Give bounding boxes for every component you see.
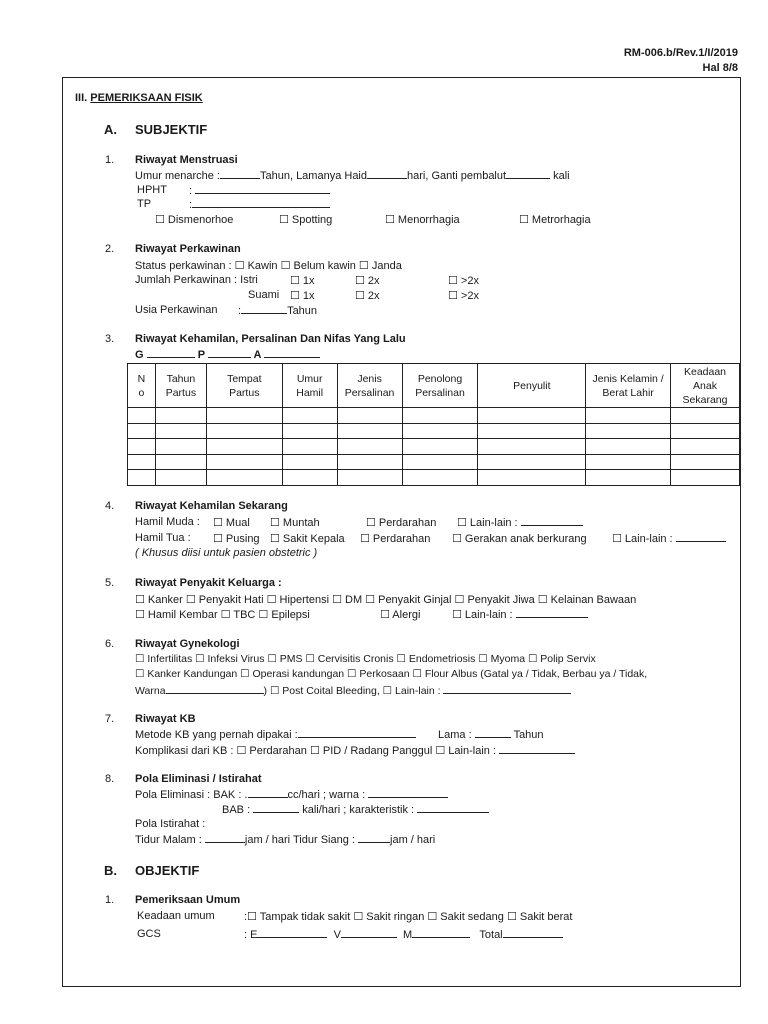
tidur-malam-field[interactable] [205, 833, 245, 843]
menstruasi-title: Riwayat Menstruasi [135, 154, 238, 166]
lama-label: Lama : [438, 729, 472, 741]
penyakit-keluarga-title: Riwayat Penyakit Keluarga : [135, 577, 282, 589]
keadaan-umum-label: Keadaan umum [137, 910, 215, 922]
suami-2x[interactable]: ☐ 2x [355, 290, 380, 302]
objektif-title: OBJEKTIF [135, 863, 200, 878]
opt-lainlain-tua[interactable] [612, 532, 726, 545]
item-number: 8. [105, 773, 115, 785]
usia-colon: : [238, 305, 242, 317]
penyakit-keluarga-row1[interactable]: ☐ Kanker ☐ Penyakit Hati ☐ Hipertensi ☐ DM ☐ Penyakit Ginjal ☐ Penyakit Jiwa ☐ Kelainan Bawaan [135, 594, 637, 606]
opt-perdarahan-muda[interactable]: ☐ Perdarahan [366, 517, 437, 529]
opt-pusing[interactable]: ☐ Pusing [213, 533, 260, 545]
perkawinan-title: Riwayat Perkawinan [135, 243, 241, 255]
g-field[interactable] [147, 348, 195, 358]
col-penyulit: Penyulit [478, 364, 586, 408]
bak-warna-field[interactable] [368, 788, 448, 798]
opt-mual[interactable]: ☐ Mual [213, 517, 250, 529]
komplikasi-kb-label: Komplikasi dari KB : ☐ Perdarahan ☐ PID / Radang Panggul ☐ Lain-lain : [135, 745, 496, 757]
section-title: PEMERIKSAAN FISIK [90, 92, 203, 104]
item-number: 2. [105, 243, 115, 255]
kb-title: Riwayat KB [135, 713, 196, 725]
hamil-tua-label: Hamil Tua : [135, 532, 191, 544]
opt-alergi[interactable]: ☐ Alergi [380, 609, 421, 621]
col-tahun-partus: Tahun Partus [155, 364, 206, 408]
opt-lainlain-keluarga[interactable] [452, 608, 588, 621]
tp-label: TP [137, 198, 152, 210]
bak-line [135, 788, 448, 801]
eliminasi-title: Pola Eliminasi / Istirahat [135, 773, 262, 785]
a-field[interactable] [264, 348, 320, 358]
lama-field[interactable] [475, 728, 511, 738]
table-row [128, 439, 740, 455]
kehamilan-lalu-title: Riwayat Kehamilan, Persalinan Dan Nifas Yang Lalu [135, 333, 406, 345]
gcs-m-field[interactable] [412, 928, 470, 938]
usia-tahun: Tahun [287, 305, 318, 317]
page-number: Hal 8/8 [702, 62, 738, 74]
hpht-field[interactable] [195, 184, 330, 194]
section-number: III. [75, 92, 88, 104]
metode-kb-label: Metode KB yang pernah dipakai : [135, 729, 298, 741]
table-header-row [128, 364, 740, 408]
menarche-line [135, 169, 570, 182]
gcs-m-label: M [403, 929, 413, 941]
gcs-total-field[interactable] [503, 928, 563, 938]
status-perkawinan[interactable]: Status perkawinan : ☐ Kawin ☐ Belum kawin ☐ Janda [135, 260, 402, 272]
lainlain-muda-label: ☐ Lain-lain : [457, 517, 518, 529]
opt-perdarahan-tua[interactable]: ☐ Perdarahan [360, 533, 431, 545]
gynekologi-row1[interactable]: ☐ Infertilitas ☐ Infeksi Virus ☐ PMS ☐ Cervisitis Cronis ☐ Endometriosis ☐ Myoma ☐ Polip Servix [135, 653, 596, 665]
bab-field[interactable] [253, 803, 299, 813]
item-number: 1. [105, 894, 115, 906]
subjektif-title: SUBJEKTIF [135, 122, 208, 137]
objektif-letter: B. [104, 863, 117, 878]
warna-label: Warna [135, 685, 166, 697]
lama-kb-line [438, 728, 544, 741]
gpa-line [135, 348, 320, 361]
col-tempat-partus: Tempat Partus [206, 364, 282, 408]
opt-muntah[interactable]: ☐ Muntah [270, 517, 320, 529]
opt-spotting[interactable]: ☐ Spotting [279, 214, 333, 226]
p-label: P [197, 349, 205, 361]
table-row [128, 408, 740, 424]
bak-field[interactable] [248, 788, 288, 798]
usia-field[interactable] [241, 304, 287, 314]
lainlain-tua-field[interactable] [676, 532, 726, 542]
gcs-label: GCS [137, 928, 161, 940]
opt-lainlain-muda[interactable] [457, 516, 583, 529]
keadaan-umum-options[interactable]: :☐ Tampak tidak sakit ☐ Sakit ringan ☐ Sakit sedang ☐ Sakit berat [244, 911, 573, 923]
haid-label: Tahun, Lamanya Haid [259, 170, 367, 182]
item-number: 6. [105, 638, 115, 650]
col-jenis-kelamin: Jenis Kelamin / Berat Lahir [586, 364, 671, 408]
tidur-siang-label: jam / hari Tidur Siang : [244, 834, 355, 846]
table-row [128, 454, 740, 470]
opt-gerakan-anak[interactable]: ☐ Gerakan anak berkurang [452, 533, 587, 545]
suami-label: Suami [248, 289, 280, 301]
bak-warna-label: cc/hari ; warna : [287, 789, 366, 801]
gynekologi-title: Riwayat Gynekologi [135, 638, 240, 650]
col-jenis-persalinan: Jenis Persalinan [337, 364, 402, 408]
opt-menorrhagia[interactable]: ☐ Menorrhagia [385, 214, 460, 226]
lainlain-keluarga-label: ☐ Lain-lain : [452, 609, 513, 621]
kehamilan-sekarang-title: Riwayat Kehamilan Sekarang [135, 500, 288, 512]
lainlain-tua-label: ☐ Lain-lain : [612, 533, 673, 545]
hpht-colon: : [189, 185, 193, 197]
jumlah-perkawinan-label: Jumlah Perkawinan : Istri [135, 274, 258, 286]
item-number: 1. [105, 154, 115, 166]
gcs-v-label: V [333, 929, 341, 941]
menarche-label: Umur menarche : [135, 170, 220, 182]
usia-perkawinan-line [238, 304, 317, 317]
col-umur-hamil: Umur Hamil [282, 364, 337, 408]
komplikasi-kb-line[interactable] [135, 744, 575, 757]
g-label: G [135, 349, 144, 361]
tidur-malam-label: Tidur Malam : [135, 834, 202, 846]
obstetric-note: ( Khusus diisi untuk pasien obstetric ) [135, 547, 318, 559]
table-row [128, 423, 740, 439]
warna-field[interactable] [166, 684, 264, 694]
gcs-e-label: : E [244, 929, 258, 941]
tp-colon: : [189, 199, 193, 211]
haid-field[interactable] [367, 169, 407, 179]
suami-1x[interactable]: ☐ 1x [290, 290, 315, 302]
subjektif-letter: A. [104, 122, 117, 137]
item-number: 3. [105, 333, 115, 345]
col-penolong-persalinan: Penolong Persalinan [402, 364, 478, 408]
lainlain-keluarga-field[interactable] [516, 608, 588, 618]
tp-field[interactable] [192, 198, 330, 208]
menarche-field[interactable] [220, 169, 260, 179]
bab-line [222, 803, 489, 816]
bak-label: Pola Eliminasi : BAK : . [135, 789, 248, 801]
hpht-label: HPHT [137, 184, 167, 196]
usia-perkawinan-label: Usia Perkawinan [135, 304, 218, 316]
history-table [127, 363, 740, 486]
gcs-v-field[interactable] [341, 928, 397, 938]
opt-dismenorhoe[interactable]: ☐ Dismenorhoe [155, 214, 234, 226]
pembalut-label: hari, Ganti pembalut [407, 170, 507, 182]
post-coital-label: ) ☐ Post Coital Bleeding, ☐ Lain-lain : [263, 685, 441, 697]
tidur-siang-unit: jam / hari [390, 834, 436, 846]
gynekologi-row3[interactable] [135, 684, 571, 697]
lainlain-muda-field[interactable] [521, 516, 583, 526]
metode-kb-line [135, 728, 416, 741]
tidur-line [135, 833, 435, 846]
opt-metrorhagia[interactable]: ☐ Metrorhagia [519, 214, 591, 226]
section-heading [75, 92, 203, 104]
lama-tahun: Tahun [513, 729, 544, 741]
a-label: A [253, 349, 262, 361]
bab-label: BAB : [222, 804, 251, 816]
pembalut-field[interactable] [506, 169, 550, 179]
gcs-line [244, 928, 563, 941]
gcs-e-field[interactable] [257, 928, 327, 938]
istirahat-label: Pola Istirahat : [135, 818, 206, 830]
istri-1x[interactable]: ☐ 1x [290, 275, 315, 287]
item-number: 7. [105, 713, 115, 725]
suami-gt2x[interactable]: ☐ >2x [448, 290, 479, 302]
gcs-total-label: Total [479, 929, 503, 941]
bab-karakteristik-label: kali/hari ; karakteristik : [302, 804, 415, 816]
opt-sakit-kepala[interactable]: ☐ Sakit Kepala [270, 533, 345, 545]
gynekologi-row2[interactable]: ☐ Kanker Kandungan ☐ Operasi kandungan ☐ Perkosaan ☐ Flour Albus (Gatal ya / Tidak, Berbau ya / Tidak, [135, 668, 648, 680]
metode-kb-field[interactable] [298, 728, 416, 738]
col-no: N o [128, 364, 156, 408]
table-row [128, 470, 740, 486]
lainlain-gyn-field[interactable] [443, 684, 571, 694]
item-number: 4. [105, 500, 115, 512]
kali-label: kali [553, 170, 570, 182]
form-code: RM-006.b/Rev.1/I/2019 [623, 47, 738, 59]
p-field[interactable] [208, 348, 251, 358]
pemeriksaan-umum-title: Pemeriksaan Umum [135, 894, 241, 906]
item-number: 5. [105, 577, 115, 589]
tidur-siang-field[interactable] [358, 833, 390, 843]
tp-line [189, 198, 330, 211]
col-keadaan-anak: Keadaan Anak Sekarang [671, 364, 740, 408]
hamil-muda-label: Hamil Muda : [135, 516, 200, 528]
istri-2x[interactable]: ☐ 2x [355, 275, 380, 287]
hpht-line [189, 184, 330, 197]
penyakit-keluarga-row2[interactable]: ☐ Hamil Kembar ☐ TBC ☐ Epilepsi [135, 609, 310, 621]
bab-karakteristik-field[interactable] [417, 803, 489, 813]
komplikasi-kb-field[interactable] [499, 744, 575, 754]
istri-gt2x[interactable]: ☐ >2x [448, 275, 479, 287]
